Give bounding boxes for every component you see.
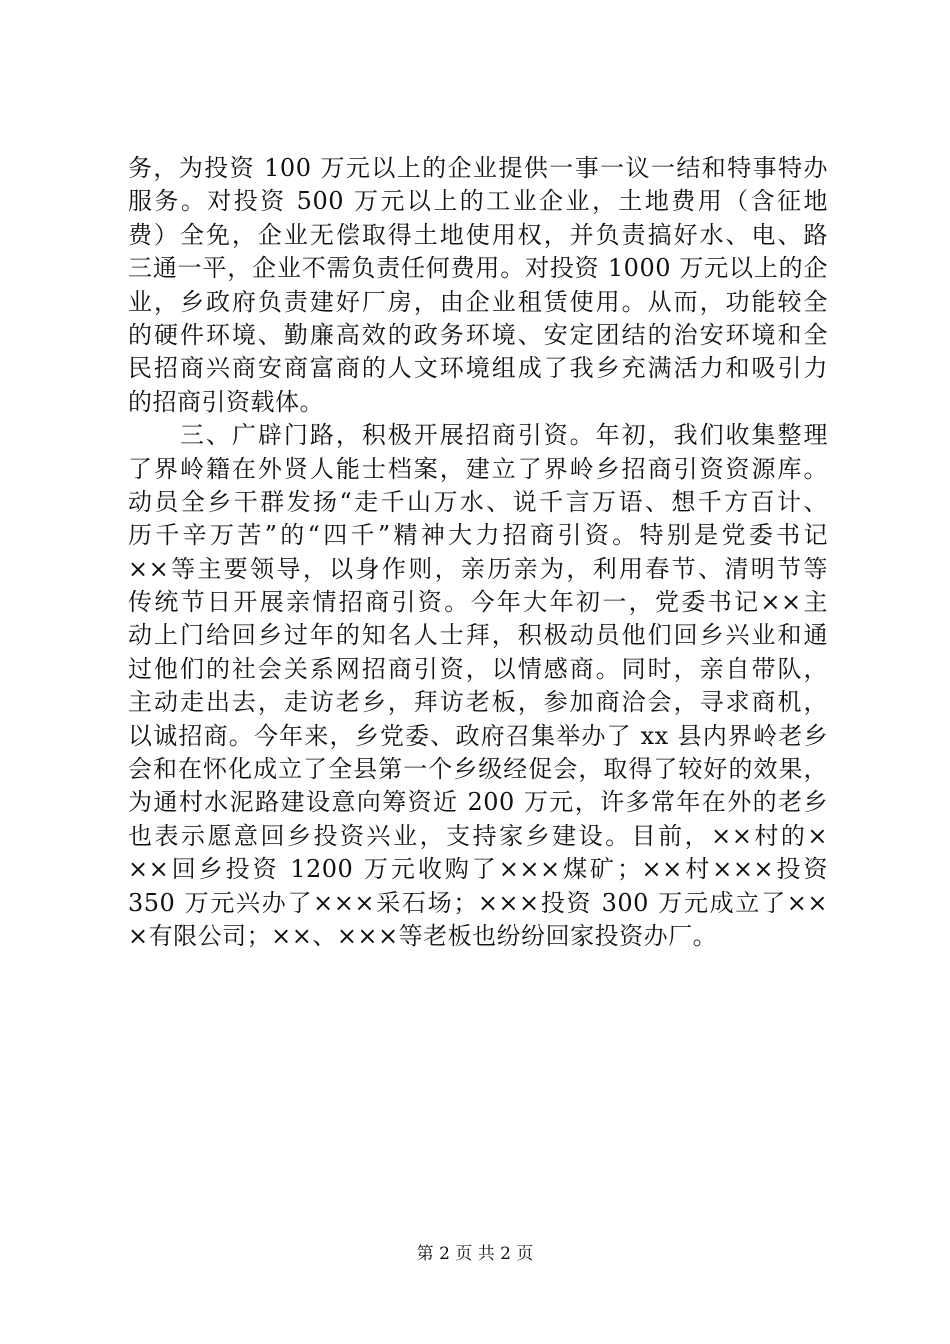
text-line: 也表示愿意回乡投资兴业，支持家乡建设。目前，××村的× (128, 821, 828, 850)
page-footer (0, 1243, 950, 1265)
text-line: 历千辛万苦”的“四千”精神大力招商引资。特别是党委书记 (128, 521, 828, 550)
text-line: 务，为投资 100 万元以上的企业提供一事一议一结和特事特办 (128, 154, 828, 182)
text-line: 三通一平，企业不需负责任何费用。对投资 1000 万元以上的企 (128, 254, 828, 283)
text-line: 的硬件环境、勤廉高效的政务环境、安定团结的治安环境和全 (128, 320, 828, 349)
text-line: 过他们的社会关系网招商引资，以情感商。同时，亲自带队， (128, 654, 828, 683)
text-line: 动上门给回乡过年的知名人士拜，积极动员他们回乡兴业和通 (128, 621, 828, 650)
text-line: ××回乡投资 1200 万元收购了×××煤矿；××村×××投资 (128, 855, 828, 884)
document-body (128, 152, 828, 953)
section-three-first-line: 三、广辟门路，积极开展招商引资。年初，我们收集整理 (128, 421, 828, 450)
paragraph-end-line: 的招商引资载体。 (128, 387, 324, 416)
text-line: 传统节日开展亲情招商引资。今年大年初一，党委书记××主 (128, 588, 828, 617)
text-line: 动员全乡干群发扬“走千山万水、说千言万语、想千方百计、 (128, 487, 828, 516)
text-line: 以诚招商。今年来，乡党委、政府召集举办了 xx 县内界岭老乡 (128, 721, 828, 750)
text-line: 费）全免，企业无偿取得土地使用权，并负责搞好水、电、路 (128, 220, 828, 249)
text-line: ××等主要领导，以身作则，亲历亲为，利用春节、清明节等 (128, 554, 828, 583)
text-line: 主动走出去，走访老乡，拜访老板，参加商洽会，寻求商机， (128, 688, 828, 717)
text-line: 服务。对投资 500 万元以上的工业企业，土地费用（含征地 (128, 187, 828, 216)
text-line: 业，乡政府负责建好厂房，由企业租赁使用。从而，功能较全 (128, 287, 828, 316)
text-line: 为通村水泥路建设意向筹资近 200 万元，许多常年在外的老乡 (128, 788, 828, 817)
text-line: 民招商兴商安商富商的人文环境组成了我乡充满活力和吸引力 (128, 354, 828, 383)
text-line: 了界岭籍在外贤人能士档案，建立了界岭乡招商引资资源库。 (128, 454, 828, 483)
text-line: 350 万元兴办了×××采石场；×××投资 300 万元成立了×× (128, 888, 828, 917)
page-number-label: 第 2 页 共 2 页 (416, 1244, 534, 1264)
text-line: 会和在怀化成立了全县第一个乡级经促会，取得了较好的效果， (128, 755, 828, 784)
paragraph-end-line: ×有限公司；××、×××等老板也纷纷回家投资办厂。 (128, 921, 718, 950)
